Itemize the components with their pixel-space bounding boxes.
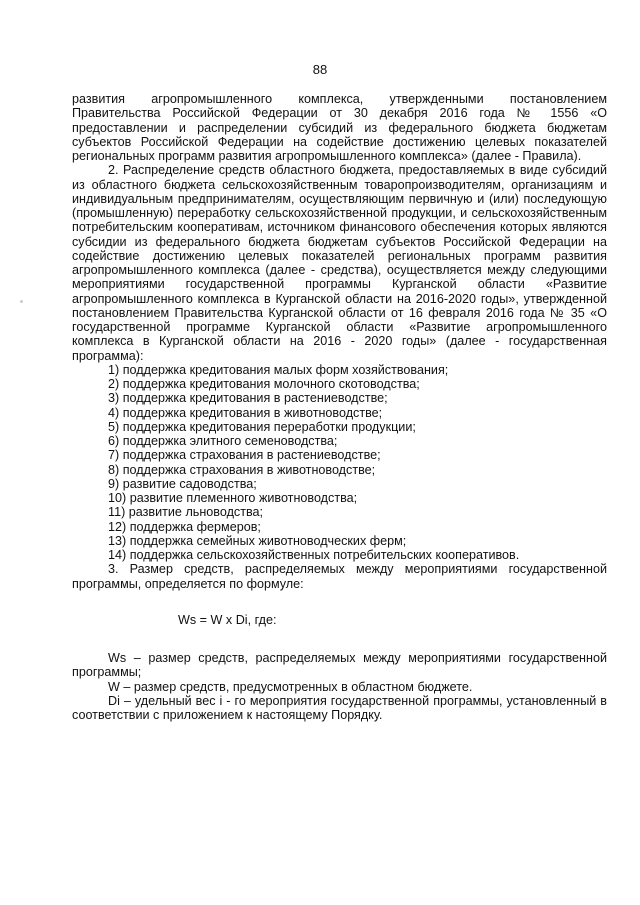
paragraph-2: 2. Распределение средств областного бюджета, предоставляемых в виде субсидий из областного бюджета сельскохозяйственным товаропроизводителям, организациям и индивидуальным предпринимателям, осуществляющим первичную и (или) последующую (промышленную) переработку сельскохозяйственной продукции, и сельскохозяйственным потребительским кооперативам, источником финансового обеспечения которых являются субсидии из федерального бюджета бюджетам субъектов Российской Федерации на содействие достижению целевых показателей региональных программ развития агропромышленного комплекса (далее - средства), осуществляется между следующими мероприятиями государственной программы Курганской области «Развитие агропромышленного комплекса в Курганской области на 2016-2020 годы», утвержденной постановлением Правительства Курганской области от 16 февраля 2016 года № 35 «О государственной программе Курганской области «Развитие агропромышленного комплекса в Курганской области на 2016 - 2020 годы» (далее - государственная программа): <box>72 163 607 363</box>
list-item: 9) развитие садоводства; <box>108 476 257 491</box>
list-item: 4) поддержка кредитования в животноводстве; <box>108 405 383 420</box>
list-item: 10) развитие племенного животноводства; <box>108 491 358 505</box>
page-number: 88 <box>312 62 328 77</box>
list-item: 1) поддержка кредитования малых форм хозяйствования; <box>108 362 449 377</box>
list-item: 8) поддержка страхования в животноводстве; <box>108 462 376 477</box>
list-item: 11) развитие льноводства; <box>108 505 264 520</box>
scan-speck <box>20 300 23 303</box>
list-item: 12) поддержка фермеров; <box>108 519 261 534</box>
list-item: 7) поддержка страхования в растениеводстве; <box>108 448 381 463</box>
paragraph-w: W – размер средств, предусмотренных в областном бюджете. <box>108 679 473 694</box>
list-item: 2) поддержка кредитования молочного скотоводства; <box>108 377 420 391</box>
paragraph-3: 3. Размер средств, распределяемых между мероприятиями государственной программы, определяется по формуле: <box>72 562 607 591</box>
list-item: 6) поддержка элитного семеноводства; <box>108 434 338 448</box>
measures-list <box>72 363 607 563</box>
paragraph-ws: Ws – размер средств, распределяемых между мероприятиями государственной программы; <box>72 651 607 680</box>
paragraph-intro: развития агропромышленного комплекса, утвержденными постановлением Правительства Российской Федерации от 30 декабря 2016 года № 1556 «О предоставлении и распределении субсидий из федерального бюджета бюджетам субъектов Российской Федерации на содействие достижению целевых показателей региональных программ развития агропромышленного комплекса» (далее - Правила). <box>72 92 607 163</box>
list-item: 5) поддержка кредитования переработки продукции; <box>108 419 416 434</box>
document-body <box>72 92 607 722</box>
list-item: 13) поддержка семейных животноводческих ферм; <box>108 533 407 548</box>
paragraph-di: Di – удельный вес i - го мероприятия государственной программы, установленный в соответствии с приложением к настоящему Порядку. <box>72 693 607 722</box>
formula: Ws = W x Di, где: <box>178 612 277 627</box>
list-item: 3) поддержка кредитования в растениеводстве; <box>108 391 388 406</box>
list-item: 14) поддержка сельскохозяйственных потребительских кооперативов. <box>108 548 520 562</box>
